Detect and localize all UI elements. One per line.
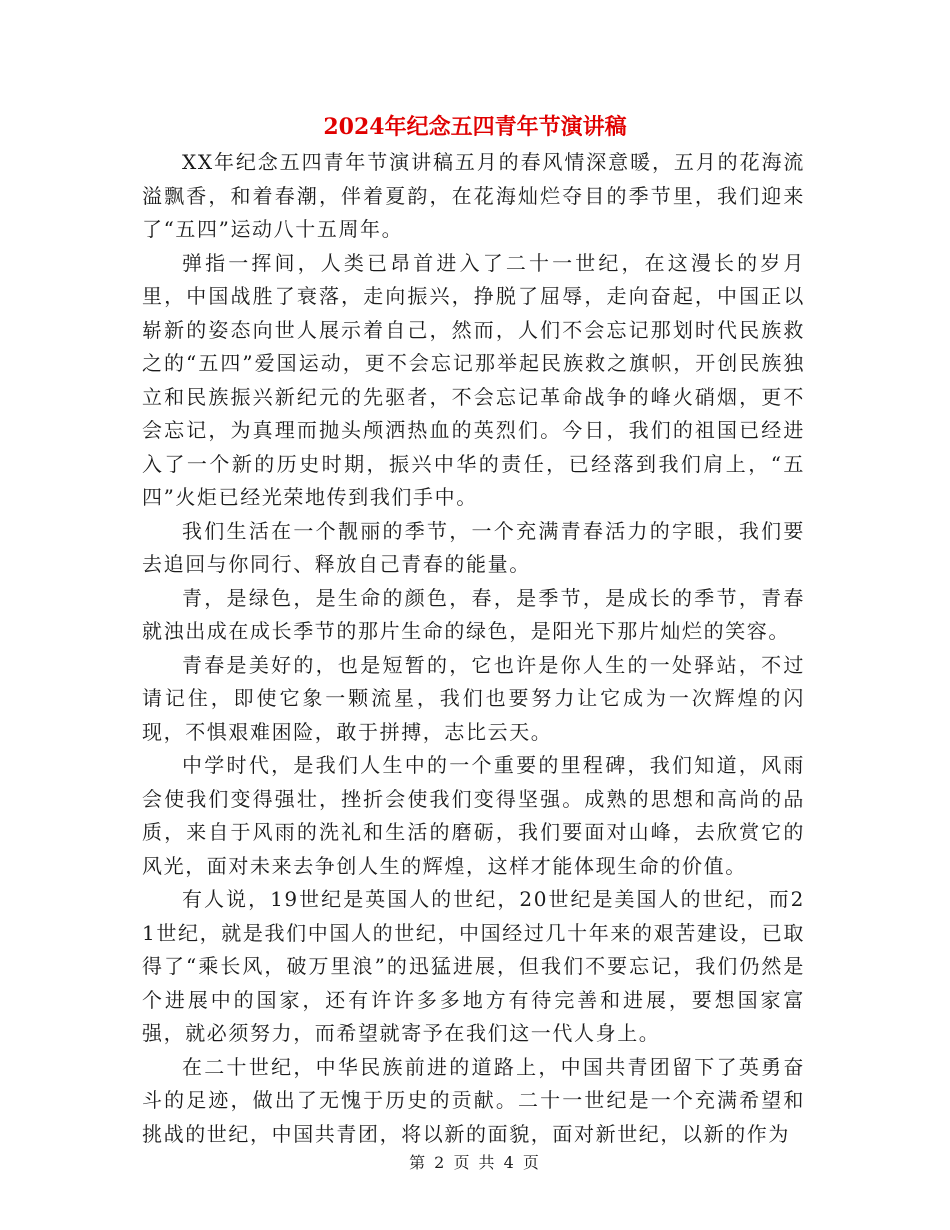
paragraph: 青春是美好的，也是短暂的，它也许是你人生的一处驿站，不过请记住，即使它象一颗流星，我们也要努力让它成为一次辉煌的闪现，不惧艰难困险，敢于拼搏，志比云天。 [142,652,805,744]
paragraph: 弹指一挥间，人类已昂首进入了二十一世纪，在这漫长的岁月里，中国战胜了衰落，走向振兴，挣脱了屈辱，走向奋起，中国正以崭新的姿态向世人展示着自己，然而，人们不会忘记那划时代民族救之的“五四”爱国运动，更不会忘记那举起民族救之旗帜，开创民族独立和民族振兴新纪元的先驱者，不会忘记革命战争的峰火硝烟，更不会忘记，为真理而抛头颅洒热血的英烈们。今日，我们的祖国已经进入了一个新的历史时期，振兴中华的责任，已经落到我们肩上，“五四”火炬已经光荣地传到我们手中。 [142,250,805,509]
paragraph: 在二十世纪，中华民族前进的道路上，中国共青团留下了英勇奋斗的足迹，做出了无愧于历史的贡献。二十一世纪是一个充满希望和挑战的世纪，中国共青团，将以新的面貌，面对新世纪，以新的作为 [142,1054,805,1146]
paragraph: 青，是绿色，是生命的颜色，春，是季节，是成长的季节，青春就浊出成在成长季节的那片生命的绿色，是阳光下那片灿烂的笑容。 [142,585,805,643]
document-title: 2024年纪念五四青年节演讲稿 [323,114,627,140]
page-footer: 第 2 页 共 4 页 [409,1153,541,1172]
document-body [142,146,805,1151]
paragraph: XX年纪念五四青年节演讲稿五月的春风情深意暖，五月的花海流溢飘香，和着春潮，伴着夏韵，在花海灿烂夺目的季节里，我们迎来了“五四”运动八十五周年。 [142,150,805,241]
paragraph: 中学时代，是我们人生中的一个重要的里程碑，我们知道，风雨会使我们变得强壮，挫折会使我们变得坚强。成熟的思想和高尚的品质，来自于风雨的洗礼和生活的磨砺，我们要面对山峰，去欣赏它的风光，面对未来去争创人生的辉煌，这样才能体现生命的价值。 [142,753,805,878]
paragraph: 我们生活在一个靓丽的季节，一个充满青春活力的字眼，我们要去追回与你同行、释放自己青春的能量。 [142,518,805,576]
paragraph: 有人说，19世纪是英国人的世纪，20世纪是美国人的世纪，而21世纪，就是我们中国人的世纪，中国经过几十年来的艰苦建设，已取得了“乘长风，破万里浪”的迅猛进展，但我们不要忘记，我们仍然是个进展中的国家，还有许许多多地方有待完善和进展，要想国家富强，就必须努力，而希望就寄予在我们这一代人身上。 [142,887,805,1045]
